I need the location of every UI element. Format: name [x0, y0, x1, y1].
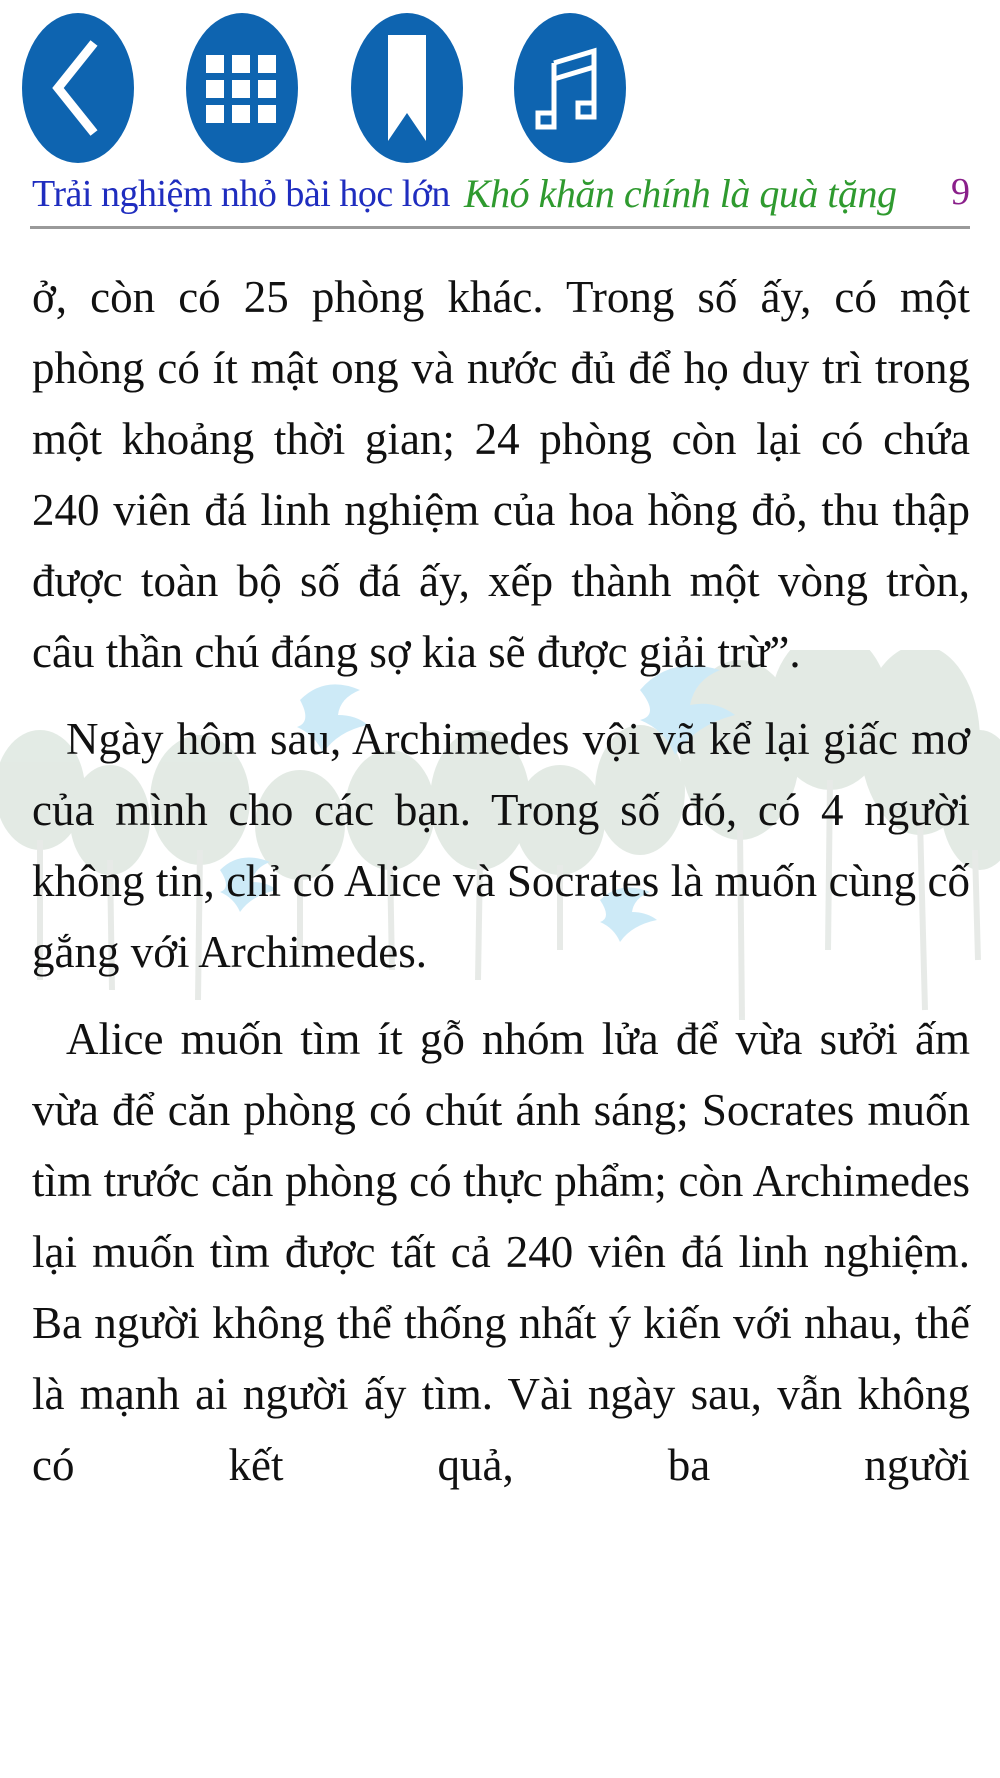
chapter-title: Khó khăn chính là quà tặng: [464, 171, 897, 216]
reader-toolbar: [22, 13, 642, 163]
back-chevron-icon: [22, 13, 134, 163]
book-title: Trải nghiệm nhỏ bài học lớn: [32, 173, 450, 215]
paragraph: Alice muốn tìm ít gỗ nhóm lửa để vừa sưởi ấm vừa để căn phòng có chút ánh sáng; Socrates muốn tìm trước căn phòng có thực phẩm; còn Archimedes lại muốn tìm được tất cả 240 viên đá linh nghiệm. Ba người không thể thống nhất ý kiến với nhau, thế là mạnh ai người ấy tìm. Vài ngày sau, vẫn không có kết quả, ba người: [32, 1014, 970, 1490]
bookmark-button[interactable]: [351, 13, 463, 163]
header-divider: [30, 226, 970, 229]
music-button[interactable]: [514, 13, 626, 163]
paragraph: Ngày hôm sau, Archimedes vội vã kể lại giấc mơ của mình cho các bạn. Trong số đó, có 4 người không tin, chỉ có Alice và Socrates là muốn cùng cố gắng với Archimedes.: [32, 714, 970, 977]
bookmark-icon: [351, 13, 463, 163]
back-button[interactable]: [22, 13, 134, 163]
page-number: 9: [951, 171, 970, 213]
page-text: [32, 262, 970, 1501]
music-note-icon: [514, 13, 626, 163]
grid-menu-icon: [186, 13, 298, 163]
paragraph: ở, còn có 25 phòng khác. Trong số ấy, có một phòng có ít mật ong và nước đủ để họ duy trì trong một khoảng thời gian; 24 phòng còn lại có chứa 240 viên đá linh nghiệm của hoa hồng đỏ, thu thập được toàn bộ số đá ấy, xếp thành một vòng tròn, câu thần chú đáng sợ kia sẽ được giải trừ”.: [32, 272, 970, 677]
grid-menu-button[interactable]: [186, 13, 298, 163]
running-header: [32, 164, 970, 226]
